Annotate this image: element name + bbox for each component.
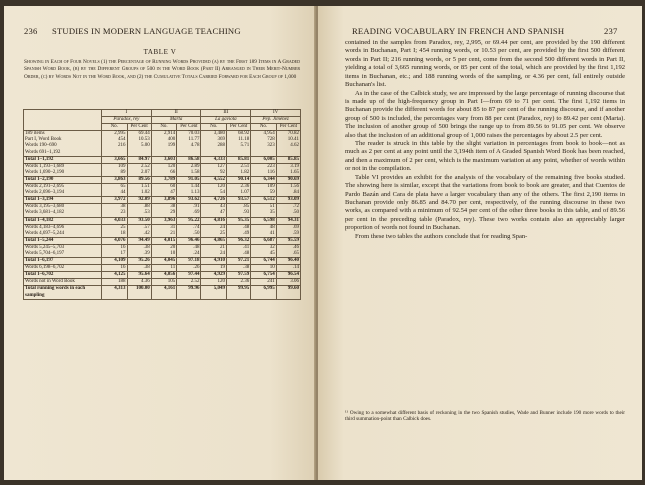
table-row: [24, 279, 301, 286]
row-label: Words 4,183–4,696 Words 4,697–5,244: [24, 224, 102, 237]
table-cell: 4,552: [201, 176, 227, 183]
table-cell: 25 18: [101, 224, 127, 237]
table-cell: 94.49: [127, 237, 151, 244]
table-cell: 188: [101, 279, 127, 286]
table-cell: 93.09: [276, 197, 300, 204]
table-cell: 3,789: [151, 176, 177, 183]
table-cell: 2.51 1.82: [227, 163, 251, 176]
left-page-number: 236: [24, 26, 38, 36]
row-label: Total 1–4,182: [24, 217, 102, 224]
table-cell: 90.14: [227, 176, 251, 183]
header-numerals-row: [24, 110, 301, 117]
col-numeral: I: [101, 110, 151, 117]
table-cell: 96.46: [177, 237, 201, 244]
table-cell: 4,333: [201, 156, 227, 163]
table-cell: 4.36: [127, 279, 151, 286]
sub-no: No.: [101, 124, 127, 131]
sub-no: No.: [151, 124, 177, 131]
col-name: Marta: [151, 117, 201, 124]
sub-no: No.: [201, 124, 227, 131]
table-cell: 84.97: [127, 156, 151, 163]
table-cell: 99.96: [177, 286, 201, 299]
sub-pct: Per Cent: [276, 124, 300, 131]
row-label: Total 1–6,197: [24, 258, 102, 265]
table-cell: 1.44 1.13: [177, 184, 201, 197]
table-cell: 2.89 1.58: [177, 163, 201, 176]
table-cell: 3,896: [151, 197, 177, 204]
table-cell: 109 89: [101, 163, 127, 176]
table-cell: 4,045: [151, 258, 177, 265]
table-cell: 4,076: [101, 237, 127, 244]
table-cell: 69.44 10.53 5.00: [127, 131, 151, 156]
table-cell: 70.03 11.77 4.78: [177, 131, 201, 156]
col-numeral: IV: [251, 110, 301, 117]
table-cell: 32 45: [251, 244, 277, 257]
table-total-row: [24, 237, 301, 244]
table-cell: 94.31: [276, 217, 300, 224]
sub-pct: Per Cent: [177, 124, 201, 131]
table-cell: 223 116: [251, 163, 277, 176]
paragraph: As in the case of the Calbick study, we are impressed by the large percentage of running discourse that is made up of the high-frequency group in Part I—from 69 to 71 per cent. The first 1,192 items in Buchanan provide the different words for about 85 to 87 per cent of the running discourse, and if another group of 500 is included, the percentages vary from 88 per cent (Paradox, rey) to 89.42 per cent (Marta). The inclusion of another group of 500 brings the range up to from 89.56 to 91.05 per cent. We observe also that the inclusion of an additional group of 1,000 raises the percentages by about 2.5 per cent.: [345, 89, 625, 139]
body-text: [345, 39, 625, 241]
paragraph: From these two tables the authors conclude that for reading Span-: [355, 232, 528, 240]
table-body: [24, 131, 301, 299]
footnote: ¹¹ Owing to a somewhat different basis of reckoning in the two Spanish studies, Wade and Bunner include 190 more words to their third summation-point than Calbick does.: [345, 410, 625, 423]
row-label: Words 5,245–5,703 Words 5,704–6,197: [24, 244, 102, 257]
table-total-row: [24, 217, 301, 224]
table-cell: 5,049: [201, 286, 227, 299]
table-cell: 241: [251, 279, 277, 286]
table-cell: 19: [201, 265, 227, 272]
table-cell: .91 .69: [177, 204, 201, 217]
row-label: Total 1–6,702: [24, 272, 102, 279]
table-cell: 96.40: [276, 258, 300, 265]
table-cell: 4,929: [201, 272, 227, 279]
table-cell: 96.54: [276, 272, 300, 279]
table-cell: 38 23: [101, 204, 127, 217]
table-total-row: [24, 286, 301, 299]
table-cell: 120 66: [151, 163, 177, 176]
table-cell: 11: [151, 265, 177, 272]
table-cell: 10: [251, 265, 277, 272]
table-cell: 93.62: [177, 197, 201, 204]
table-cell: 91.05: [177, 176, 201, 183]
table-cell: 120 54: [201, 184, 227, 197]
table-cell: 2,995 454 216: [101, 131, 127, 156]
table-cell: 3,665: [101, 156, 127, 163]
table-cell: 2.52 2.07: [127, 163, 151, 176]
table-cell: .38: [227, 265, 251, 272]
table-cell: 93.57: [227, 197, 251, 204]
left-running-head: STUDIES IN MODERN LANGUAGE TEACHING: [52, 26, 241, 36]
table-total-row: [24, 156, 301, 163]
table-cell: 6,512: [251, 197, 277, 204]
table-cell: 16: [101, 265, 127, 272]
col-name: Paradox, rey: [101, 117, 151, 124]
sub-no: No.: [251, 124, 277, 131]
table-cell: 4,125: [101, 272, 127, 279]
sub-pct: Per Cent: [227, 124, 251, 131]
table-cell: 4,726: [201, 197, 227, 204]
table-caption: Showing in Each of Four Novels (1) the Percentage of Running Words Provided (a) by the First 189 Items in A Graded Spanish Word Book, (b) by the Different Groups of 500 in the Word Book (Part II) Arranged in Their Merit-Number Order, (c) by Words Not in the Word Book, and (2) the Cumulative Totals Carried Forward for Each Group of 1,000: [24, 59, 300, 80]
row-label: Total 1–1,192: [24, 156, 102, 163]
table-cell: 100.00: [127, 286, 151, 299]
table-cell: 6,005: [251, 156, 277, 163]
table-cell: 3,480 369 288: [201, 131, 227, 156]
table-cell: 90.69: [276, 176, 300, 183]
table-row: [24, 224, 301, 237]
table-row: [24, 204, 301, 217]
table-cell: 6,995: [251, 286, 277, 299]
row-label: Words 1,193–1,689 Words 1,690–2,190: [24, 163, 102, 176]
table-cell: .38: [127, 265, 151, 272]
row-label: Words 2,191–2,695 Words 2,696–3,194: [24, 184, 102, 197]
row-label: Total 1–2,190: [24, 176, 102, 183]
table-cell: 97.44: [177, 272, 201, 279]
table-cell: 4,313: [101, 286, 127, 299]
table-cell: 95.59: [276, 237, 300, 244]
table-cell: 4,015: [151, 237, 177, 244]
table-cell: 2.36: [227, 279, 251, 286]
table-cell: 1.51 1.02: [127, 184, 151, 197]
col-name: La gaviota: [201, 117, 251, 124]
table-row: [24, 131, 301, 156]
table-cell: .26: [177, 265, 201, 272]
table-cell: 95.35: [227, 217, 251, 224]
table-cell: .41 .48: [227, 244, 251, 257]
col-numeral: II: [151, 110, 201, 117]
table-cell: 93.50: [127, 217, 151, 224]
table-cell: 120: [201, 279, 227, 286]
table-row: [24, 163, 301, 176]
table-cell: 3,863: [101, 176, 127, 183]
table-total-row: [24, 272, 301, 279]
table-title: TABLE V: [143, 48, 177, 56]
table-cell: 6,754: [251, 272, 277, 279]
table-cell: 3,603: [151, 156, 177, 163]
table-cell: 1.56 .84: [276, 184, 300, 197]
table-cell: 89.56: [127, 176, 151, 183]
table-cell: 4,865: [201, 237, 227, 244]
table-cell: 16 17: [101, 244, 127, 257]
table-cell: 95.26: [127, 258, 151, 265]
right-page: [318, 6, 642, 480]
paragraph: The reader is struck in this table by the slight variation in percentages from book to book—not as much as 2 per cent at any point until the 3,194th item of A Graded Spanish Word Book has been reached, and then a maximum of 2 per cent, which is the maximum variation at any point, whether of words within or not in the compilation.: [345, 140, 625, 173]
table-cell: 51 35: [251, 204, 277, 217]
table-cell: 2.52: [177, 279, 201, 286]
table-cell: .88 .53: [127, 204, 151, 217]
table-cell: 2,914 400 199: [151, 131, 177, 156]
table-cell: 48 41: [251, 224, 277, 237]
row-label: Words 3,195–3,680 Words 3,681–4,182: [24, 204, 102, 217]
table-cell: 4,033: [101, 217, 127, 224]
table-cell: 4,954 728 323: [251, 131, 277, 156]
table-cell: 3.06: [276, 279, 300, 286]
left-page: [4, 6, 316, 480]
table-cell: 70.82 10.41 4.62: [276, 131, 300, 156]
table-cell: 96.32: [227, 237, 251, 244]
table-cell: 3,963: [151, 217, 177, 224]
table-cell: .38 .39: [127, 244, 151, 257]
row-label: Total running words in each sampling: [24, 286, 102, 299]
table-cell: .69 .59: [276, 224, 300, 237]
table-cell: .48 .24: [177, 244, 201, 257]
table-cell: .72 .50: [276, 204, 300, 217]
row-label: 189 items Part I, Word Book Words 190–690 Words 691–1,192: [24, 131, 102, 156]
table-cell: 97.21: [227, 258, 251, 265]
table-cell: 4,109: [101, 258, 127, 265]
table-cell: 6,598: [251, 217, 277, 224]
table-cell: 4,910: [201, 258, 227, 265]
paragraph: Table VI provides an exhibit for the analysis of the vocabulary of the remaining five books studied. The showing here is similar, except that the variations from book to book are greater, and that Cuentos de Pardo Bazán and Cara de plata have a larger vocabulary than any of the others. The first 2,190 items in Buchanan provide only 86.85 and 84.70 per cent, respectively, of the running discourse in these two works, as compared with a minimum of 92.54 per cent of the other three books in this table, and of 89.56 per cent in the preceding table (Paradox, rey). These two works contain also an appreciably larger proportion of words not found in Buchanan.: [345, 173, 625, 232]
table-total-row: [24, 176, 301, 183]
right-page-number: 237: [604, 26, 618, 36]
table-cell: 2.36 1.07: [227, 184, 251, 197]
vocabulary-table: [23, 109, 301, 300]
table-cell: 97.59: [227, 272, 251, 279]
row-label: Total 1–3,194: [24, 197, 102, 204]
table-cell: 31 21: [151, 224, 177, 237]
table-cell: 127 92: [201, 163, 227, 176]
col-name: Pep. Jiménez: [251, 117, 301, 124]
table-cell: 6,744: [251, 258, 277, 265]
table-cell: 105: [151, 279, 177, 286]
table-cell: 95.64: [127, 272, 151, 279]
table-total-row: [24, 197, 301, 204]
table-cell: 4,056: [151, 272, 177, 279]
table-cell: .85 .93: [227, 204, 251, 217]
table-cell: 109 59: [251, 184, 277, 197]
table-cell: 95.22: [177, 217, 201, 224]
table-cell: 99.60: [276, 286, 300, 299]
table-cell: 85.81: [227, 156, 251, 163]
table-cell: 92.09: [127, 197, 151, 204]
right-running-head: READING VOCABULARY IN FRENCH AND SPANISH: [352, 26, 565, 36]
table-cell: 20 10: [151, 244, 177, 257]
table-cell: 97.18: [177, 258, 201, 265]
table-cell: 38 29: [151, 204, 177, 217]
table-row: [24, 184, 301, 197]
row-label: Total 1–5,244: [24, 237, 102, 244]
table-cell: .14: [276, 265, 300, 272]
table-cell: 65 44: [101, 184, 127, 197]
table-cell: 43 47: [201, 204, 227, 217]
table-cell: 6,344: [251, 176, 277, 183]
table-cell: .46 .65: [276, 244, 300, 257]
table-cell: 85.85: [276, 156, 300, 163]
table-cell: 21 24: [201, 244, 227, 257]
table-cell: .74 .50: [177, 224, 201, 237]
table-cell: .57 .42: [127, 224, 151, 237]
table-cell: 6,687: [251, 237, 277, 244]
table-cell: 60 47: [151, 184, 177, 197]
paragraph: contained in the samples from Paradox, rey, 2,995, or 69.44 per cent, are provided by the 190 different words in Buchanan, Part I; 454 running words, or 10.53 per cent, are provided by the first 500 different words in Part II; 216 running words, or 5 per cent, come from the second 500 different words in Part II, yielding a total of 3,665 running words, or 85 per cent of the total, which are provided by the first 1,192 items in Buchanan, etc.; and 188 running words of the sampling, or 4.36 per cent, fall entirely outside Buchanan's list.: [345, 39, 625, 89]
table-cell: 4,161: [151, 286, 177, 299]
table-cell: 68.92 11.18 5.71: [227, 131, 251, 156]
table-cell: 24 25: [201, 224, 227, 237]
header-blank: [24, 110, 102, 131]
row-label: Words not in Word Book: [24, 279, 102, 286]
table-cell: 86.58: [177, 156, 201, 163]
col-numeral: III: [201, 110, 251, 117]
table-cell: 3.19 1.65: [276, 163, 300, 176]
table-cell: 4,816: [201, 217, 227, 224]
table-cell: .48 .49: [227, 224, 251, 237]
table-cell: 99.95: [227, 286, 251, 299]
table-cell: 3,972: [101, 197, 127, 204]
table-total-row: [24, 258, 301, 265]
table-row: [24, 244, 301, 257]
row-label: Words 6,198–6,702: [24, 265, 102, 272]
sub-pct: Per Cent: [127, 124, 151, 131]
table-row: [24, 265, 301, 272]
